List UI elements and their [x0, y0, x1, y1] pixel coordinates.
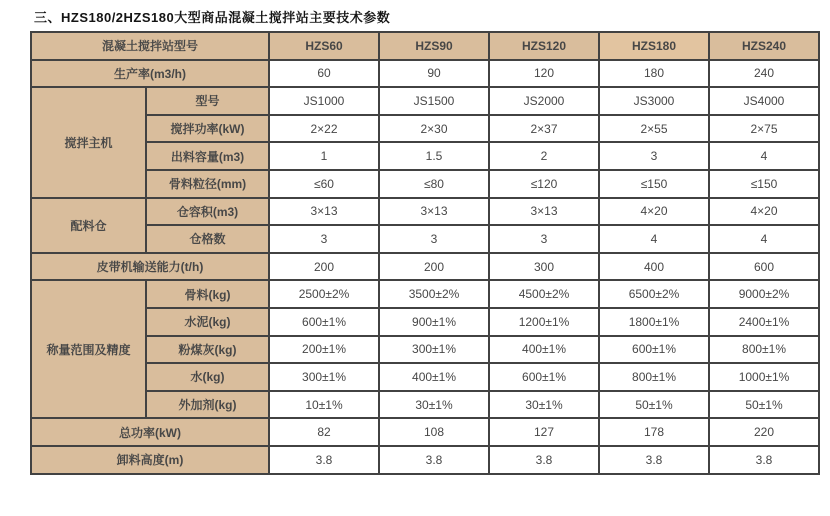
value-cell: 4500±2% — [489, 280, 599, 308]
value-cell: 50±1% — [599, 391, 709, 419]
value-cell: ≤80 — [379, 170, 489, 198]
value-cell: 1 — [269, 142, 379, 170]
group-label-cell: 搅拌主机 — [31, 87, 146, 197]
table-row — [31, 446, 819, 474]
spec-table-body — [31, 32, 819, 474]
value-cell: 3 — [269, 225, 379, 253]
value-cell: 1800±1% — [599, 308, 709, 336]
value-cell: 3 — [379, 225, 489, 253]
model-header-cell: HZS60 — [269, 32, 379, 60]
table-row — [31, 170, 819, 198]
value-cell: 3×13 — [489, 198, 599, 226]
table-row — [31, 142, 819, 170]
value-cell: 220 — [709, 418, 819, 446]
value-cell: 600±1% — [599, 336, 709, 364]
value-cell: 240 — [709, 60, 819, 88]
table-row — [31, 115, 819, 143]
model-header-cell: HZS120 — [489, 32, 599, 60]
value-cell: 4 — [709, 142, 819, 170]
table-row — [31, 87, 819, 115]
row-label-cell: 骨料粒径(mm) — [146, 170, 269, 198]
value-cell: 1.5 — [379, 142, 489, 170]
row-label-cell: 仓格数 — [146, 225, 269, 253]
value-cell: ≤150 — [599, 170, 709, 198]
group-label-cell: 称量范围及精度 — [31, 280, 146, 418]
value-cell: 300±1% — [379, 336, 489, 364]
value-cell: 1000±1% — [709, 363, 819, 391]
row-label-cell: 型号 — [146, 87, 269, 115]
value-cell: JS3000 — [599, 87, 709, 115]
value-cell: 200 — [379, 253, 489, 281]
value-cell: 3.8 — [709, 446, 819, 474]
value-cell: 1200±1% — [489, 308, 599, 336]
value-cell: 178 — [599, 418, 709, 446]
value-cell: 2×22 — [269, 115, 379, 143]
value-cell: 127 — [489, 418, 599, 446]
value-cell: 6500±2% — [599, 280, 709, 308]
value-cell: 3×13 — [379, 198, 489, 226]
table-row — [31, 60, 819, 88]
value-cell: 90 — [379, 60, 489, 88]
page-title: 三、HZS180/2HZS180大型商品混凝土搅拌站主要技术参数 — [34, 10, 391, 25]
value-cell: 4×20 — [599, 198, 709, 226]
spec-table — [30, 31, 820, 475]
value-cell: JS4000 — [709, 87, 819, 115]
row-label-cell: 出料容量(m3) — [146, 142, 269, 170]
value-cell: 2 — [489, 142, 599, 170]
model-header-cell: HZS180 — [599, 32, 709, 60]
model-header-cell: HZS90 — [379, 32, 489, 60]
value-cell: 9000±2% — [709, 280, 819, 308]
value-cell: 108 — [379, 418, 489, 446]
value-cell: 82 — [269, 418, 379, 446]
row-label-cell: 皮带机输送能力(t/h) — [31, 253, 269, 281]
row-label-cell: 粉煤灰(kg) — [146, 336, 269, 364]
row-label-cell: 总功率(kW) — [31, 418, 269, 446]
value-cell: 800±1% — [599, 363, 709, 391]
station-model-header-cell: 混凝土搅拌站型号 — [31, 32, 269, 60]
row-label-cell: 生产率(m3/h) — [31, 60, 269, 88]
value-cell: 60 — [269, 60, 379, 88]
value-cell: ≤120 — [489, 170, 599, 198]
table-row — [31, 308, 819, 336]
row-label-cell: 骨料(kg) — [146, 280, 269, 308]
value-cell: 2500±2% — [269, 280, 379, 308]
value-cell: 2×75 — [709, 115, 819, 143]
row-label-cell: 水(kg) — [146, 363, 269, 391]
value-cell: 3.8 — [599, 446, 709, 474]
value-cell: 900±1% — [379, 308, 489, 336]
value-cell: 2400±1% — [709, 308, 819, 336]
table-row — [31, 253, 819, 281]
value-cell: 2×55 — [599, 115, 709, 143]
value-cell: 3500±2% — [379, 280, 489, 308]
row-label-cell: 外加剂(kg) — [146, 391, 269, 419]
value-cell: 2×30 — [379, 115, 489, 143]
value-cell: 200 — [269, 253, 379, 281]
value-cell: 4×20 — [709, 198, 819, 226]
value-cell: 3.8 — [379, 446, 489, 474]
value-cell: JS1500 — [379, 87, 489, 115]
value-cell: 600±1% — [269, 308, 379, 336]
row-label-cell: 仓容积(m3) — [146, 198, 269, 226]
value-cell: 800±1% — [709, 336, 819, 364]
value-cell: 10±1% — [269, 391, 379, 419]
value-cell: 3×13 — [269, 198, 379, 226]
value-cell: JS1000 — [269, 87, 379, 115]
value-cell: 400 — [599, 253, 709, 281]
value-cell: 300±1% — [269, 363, 379, 391]
group-label-cell: 配料仓 — [31, 198, 146, 253]
value-cell: 400±1% — [379, 363, 489, 391]
value-cell: ≤60 — [269, 170, 379, 198]
table-header-row — [31, 32, 819, 60]
value-cell: 30±1% — [379, 391, 489, 419]
value-cell: 400±1% — [489, 336, 599, 364]
table-row — [31, 280, 819, 308]
value-cell: 600±1% — [489, 363, 599, 391]
table-row — [31, 336, 819, 364]
table-row — [31, 225, 819, 253]
table-row — [31, 198, 819, 226]
value-cell: 200±1% — [269, 336, 379, 364]
value-cell: 3.8 — [489, 446, 599, 474]
value-cell: JS2000 — [489, 87, 599, 115]
value-cell: 120 — [489, 60, 599, 88]
value-cell: 4 — [709, 225, 819, 253]
value-cell: 180 — [599, 60, 709, 88]
value-cell: 30±1% — [489, 391, 599, 419]
value-cell: 3.8 — [269, 446, 379, 474]
value-cell: 50±1% — [709, 391, 819, 419]
value-cell: 300 — [489, 253, 599, 281]
value-cell: 3 — [489, 225, 599, 253]
table-row — [31, 363, 819, 391]
value-cell: 2×37 — [489, 115, 599, 143]
table-row — [31, 391, 819, 419]
table-row — [31, 418, 819, 446]
row-label-cell: 水泥(kg) — [146, 308, 269, 336]
value-cell: 600 — [709, 253, 819, 281]
value-cell: 3 — [599, 142, 709, 170]
row-label-cell: 卸料高度(m) — [31, 446, 269, 474]
value-cell: ≤150 — [709, 170, 819, 198]
value-cell: 4 — [599, 225, 709, 253]
model-header-cell: HZS240 — [709, 32, 819, 60]
row-label-cell: 搅拌功率(kW) — [146, 115, 269, 143]
